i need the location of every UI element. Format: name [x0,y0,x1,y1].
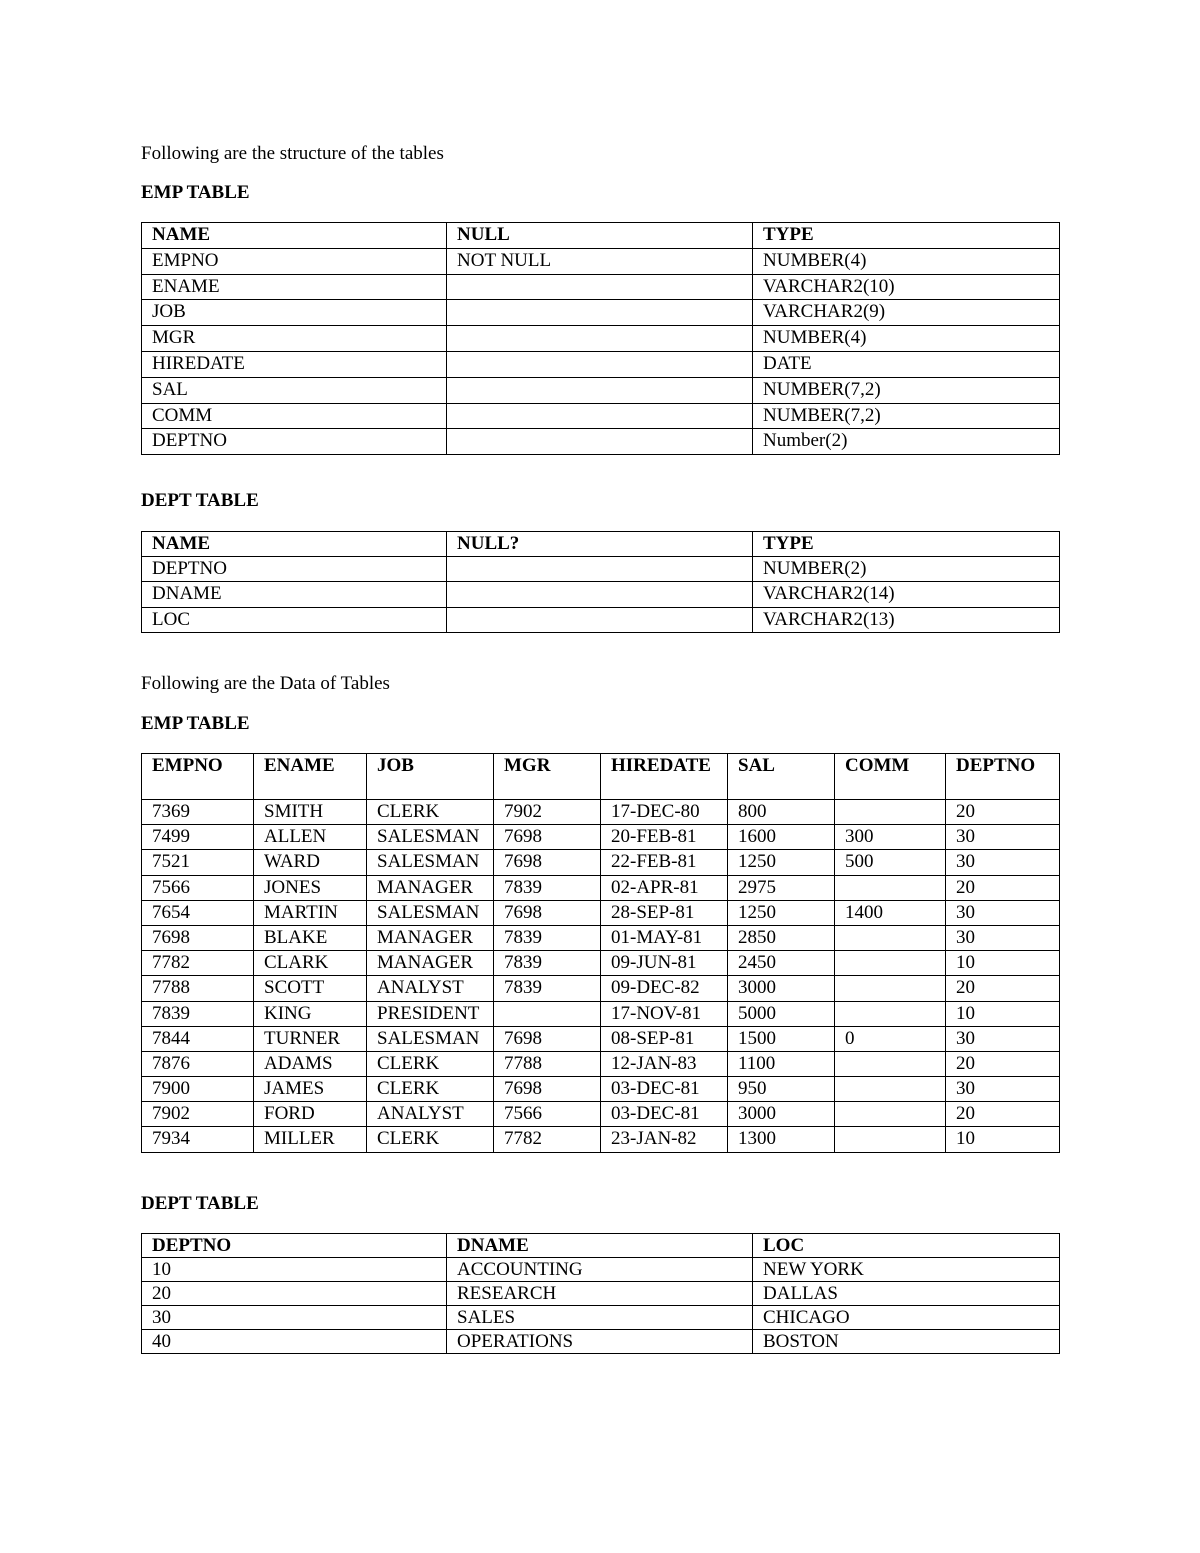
table-cell: 1500 [728,1026,835,1051]
table-cell: 7698 [494,825,601,850]
column-header: JOB [367,754,494,800]
table-cell: 7934 [142,1127,254,1152]
table-cell [447,274,753,300]
emp-structure-title: EMP TABLE [141,182,250,203]
table-cell: 20 [946,875,1060,900]
table-cell: 10 [142,1258,447,1282]
column-header: COMM [835,754,946,800]
table-cell: 1250 [728,900,835,925]
table-cell: 7698 [142,925,254,950]
table-cell: NUMBER(4) [753,248,1060,274]
table-row [142,925,1060,950]
table-cell [835,951,946,976]
table-cell: 2450 [728,951,835,976]
table-cell: 300 [835,825,946,850]
table-cell: 08-SEP-81 [601,1026,728,1051]
table-cell: 2850 [728,925,835,950]
table-cell [835,1051,946,1076]
table-cell: VARCHAR2(14) [753,582,1060,607]
table-cell: 23-JAN-82 [601,1127,728,1152]
table-cell: 12-JAN-83 [601,1051,728,1076]
dept-structure-title: DEPT TABLE [141,490,259,511]
table-cell: 30 [946,825,1060,850]
table-cell: MANAGER [367,875,494,900]
table-row [142,351,1060,377]
table-cell: VARCHAR2(13) [753,607,1060,632]
table-cell: 7566 [142,875,254,900]
table-row [142,1102,1060,1127]
table-cell: NEW YORK [753,1258,1060,1282]
table-row [142,300,1060,326]
table-cell: 1400 [835,900,946,925]
table-row [142,1306,1060,1330]
table-row [142,274,1060,300]
table-cell: 22-FEB-81 [601,850,728,875]
table-cell: 20 [142,1282,447,1306]
table-cell: 30 [946,850,1060,875]
table-cell: 7698 [494,1026,601,1051]
table-row [142,1051,1060,1076]
table-cell: ADAMS [254,1051,367,1076]
table-row [142,377,1060,403]
table-cell: 17-NOV-81 [601,1001,728,1026]
table-cell: 7900 [142,1077,254,1102]
table-cell: SCOTT [254,976,367,1001]
table-cell [447,300,753,326]
table-cell: 03-DEC-81 [601,1102,728,1127]
column-header: NAME [142,223,447,249]
table-cell: 7839 [142,1001,254,1026]
table-cell: PRESIDENT [367,1001,494,1026]
intro-data-text: Following are the Data of Tables [141,673,390,694]
table-cell: ALLEN [254,825,367,850]
table-cell [835,1001,946,1026]
table-cell: 7902 [142,1102,254,1127]
table-cell: NUMBER(7,2) [753,377,1060,403]
table-header-row [142,754,1060,800]
table-cell: 7654 [142,900,254,925]
table-cell [835,1102,946,1127]
table-cell: TURNER [254,1026,367,1051]
column-header: NAME [142,532,447,557]
table-cell: 7839 [494,925,601,950]
table-cell: 17-DEC-80 [601,800,728,825]
table-row [142,900,1060,925]
table-cell: 30 [946,900,1060,925]
table-cell: 7839 [494,951,601,976]
table-cell: 2975 [728,875,835,900]
table-cell: Number(2) [753,429,1060,455]
table-cell: BOSTON [753,1330,1060,1354]
table-cell: 30 [946,925,1060,950]
table-cell: DALLAS [753,1282,1060,1306]
table-cell: 09-JUN-81 [601,951,728,976]
table-row [142,1330,1060,1354]
table-row [142,557,1060,582]
table-cell: 20 [946,1102,1060,1127]
table-cell: DEPTNO [142,429,447,455]
emp-data-title: EMP TABLE [141,713,250,734]
table-cell [447,377,753,403]
table-cell: SAL [142,377,447,403]
column-header: EMPNO [142,754,254,800]
table-row [142,875,1060,900]
table-cell: 30 [142,1306,447,1330]
table-cell: SMITH [254,800,367,825]
table-cell: 500 [835,850,946,875]
table-cell: VARCHAR2(10) [753,274,1060,300]
table-cell: 20 [946,976,1060,1001]
table-row [142,850,1060,875]
column-header: DEPTNO [142,1234,447,1258]
table-row [142,1026,1060,1051]
table-cell: CHICAGO [753,1306,1060,1330]
table-cell: MANAGER [367,951,494,976]
dept-data-table [141,1233,1060,1354]
table-cell: 7839 [494,976,601,1001]
table-cell: 20 [946,1051,1060,1076]
table-cell: CLARK [254,951,367,976]
table-cell: DNAME [142,582,447,607]
table-cell: BLAKE [254,925,367,950]
column-header: TYPE [753,223,1060,249]
table-cell: NUMBER(4) [753,326,1060,352]
table-cell: ANALYST [367,1102,494,1127]
table-row [142,1258,1060,1282]
table-cell: 7782 [142,951,254,976]
column-header: NULL? [447,532,753,557]
emp-data-table [141,753,1060,1153]
table-cell: 10 [946,951,1060,976]
column-header: SAL [728,754,835,800]
table-cell: 1100 [728,1051,835,1076]
table-cell: 20 [946,800,1060,825]
table-cell [447,429,753,455]
table-cell: 02-APR-81 [601,875,728,900]
table-cell: 3000 [728,1102,835,1127]
table-cell: 1250 [728,850,835,875]
emp-structure-table [141,222,1060,455]
table-cell: 30 [946,1026,1060,1051]
table-cell: 5000 [728,1001,835,1026]
table-cell: 7698 [494,850,601,875]
table-cell: FORD [254,1102,367,1127]
table-header-row [142,223,1060,249]
table-cell: RESEARCH [447,1282,753,1306]
table-cell: 7521 [142,850,254,875]
table-cell: 10 [946,1001,1060,1026]
table-cell: KING [254,1001,367,1026]
table-cell [835,875,946,900]
table-row [142,607,1060,632]
table-cell: ANALYST [367,976,494,1001]
table-cell [447,326,753,352]
table-cell: JOB [142,300,447,326]
table-cell [835,976,946,1001]
table-cell [447,557,753,582]
table-row [142,326,1060,352]
table-cell: OPERATIONS [447,1330,753,1354]
table-cell: CLERK [367,800,494,825]
table-cell: MILLER [254,1127,367,1152]
table-header-row [142,1234,1060,1258]
table-row [142,951,1060,976]
table-cell: 0 [835,1026,946,1051]
table-cell: ACCOUNTING [447,1258,753,1282]
table-row [142,582,1060,607]
table-cell: 09-DEC-82 [601,976,728,1001]
column-header: DNAME [447,1234,753,1258]
column-header: TYPE [753,532,1060,557]
table-cell: 950 [728,1077,835,1102]
table-cell: SALESMAN [367,825,494,850]
table-cell: MANAGER [367,925,494,950]
column-header: LOC [753,1234,1060,1258]
table-cell [835,1127,946,1152]
table-cell: 7369 [142,800,254,825]
table-cell [835,925,946,950]
table-cell: VARCHAR2(9) [753,300,1060,326]
table-row [142,800,1060,825]
table-cell: CLERK [367,1051,494,1076]
table-cell [835,800,946,825]
table-cell: NOT NULL [447,248,753,274]
column-header: HIREDATE [601,754,728,800]
table-cell: 01-MAY-81 [601,925,728,950]
table-cell: 10 [946,1127,1060,1152]
table-cell: CLERK [367,1077,494,1102]
table-cell: DATE [753,351,1060,377]
column-header: ENAME [254,754,367,800]
table-cell: JONES [254,875,367,900]
table-cell: 03-DEC-81 [601,1077,728,1102]
table-cell: CLERK [367,1127,494,1152]
table-cell [447,351,753,377]
column-header: NULL [447,223,753,249]
table-row [142,429,1060,455]
table-cell: 30 [946,1077,1060,1102]
table-cell: 7788 [142,976,254,1001]
table-header-row [142,532,1060,557]
column-header: DEPTNO [946,754,1060,800]
table-cell: EMPNO [142,248,447,274]
table-cell: 20-FEB-81 [601,825,728,850]
table-cell [447,403,753,429]
table-cell: 800 [728,800,835,825]
table-row [142,403,1060,429]
table-cell: 3000 [728,976,835,1001]
table-row [142,976,1060,1001]
table-cell: NUMBER(7,2) [753,403,1060,429]
intro-structure-text: Following are the structure of the tables [141,143,444,164]
column-header: MGR [494,754,601,800]
table-cell: 7698 [494,1077,601,1102]
table-cell: HIREDATE [142,351,447,377]
table-cell: LOC [142,607,447,632]
table-row [142,1077,1060,1102]
dept-data-title: DEPT TABLE [141,1193,259,1214]
table-cell [494,1001,601,1026]
table-cell: WARD [254,850,367,875]
table-cell: SALES [447,1306,753,1330]
table-cell: 40 [142,1330,447,1354]
table-cell: COMM [142,403,447,429]
table-cell: 7698 [494,900,601,925]
table-cell: 1300 [728,1127,835,1152]
table-cell [447,607,753,632]
table-cell: JAMES [254,1077,367,1102]
table-cell: MGR [142,326,447,352]
table-cell: 1600 [728,825,835,850]
table-cell: 7844 [142,1026,254,1051]
table-row [142,248,1060,274]
table-cell: SALESMAN [367,1026,494,1051]
table-row [142,1127,1060,1152]
table-cell: 28-SEP-81 [601,900,728,925]
table-cell: 7788 [494,1051,601,1076]
table-cell [835,1077,946,1102]
table-cell: MARTIN [254,900,367,925]
table-row [142,1282,1060,1306]
table-cell: NUMBER(2) [753,557,1060,582]
table-cell: 7876 [142,1051,254,1076]
table-cell: 7566 [494,1102,601,1127]
table-cell: SALESMAN [367,900,494,925]
table-cell: 7902 [494,800,601,825]
table-cell: 7839 [494,875,601,900]
dept-structure-table [141,531,1060,633]
table-row [142,825,1060,850]
table-cell: 7499 [142,825,254,850]
table-cell: ENAME [142,274,447,300]
table-cell: DEPTNO [142,557,447,582]
table-cell: 7782 [494,1127,601,1152]
table-cell: SALESMAN [367,850,494,875]
table-cell [447,582,753,607]
table-row [142,1001,1060,1026]
